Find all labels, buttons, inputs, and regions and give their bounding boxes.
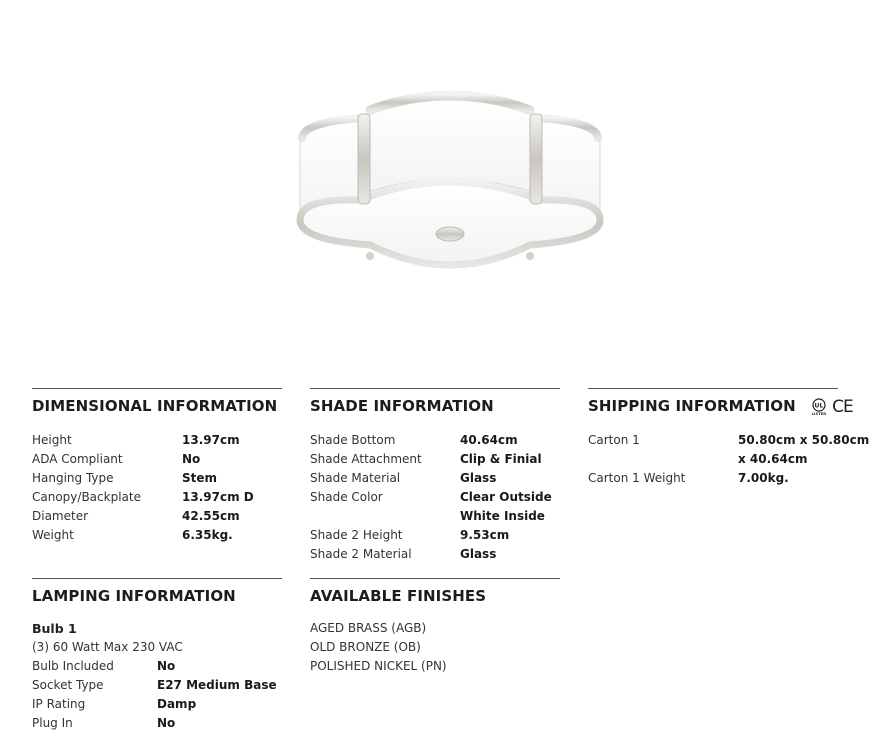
spec-row: Bulb Included No: [32, 659, 176, 673]
shipping-section: [588, 388, 870, 488]
section-divider: [32, 578, 282, 579]
section-divider: [310, 388, 560, 389]
spec-row: x 40.64cm: [738, 452, 808, 466]
finishes-section: [310, 578, 560, 676]
shade-heading: SHADE INFORMATION: [310, 397, 494, 415]
spec-row: Weight 6.35kg.: [32, 528, 233, 542]
spec-row: Canopy/Backplate 13.97cm D: [32, 490, 254, 504]
ce-mark-icon: CE: [832, 396, 853, 417]
ul-listed-icon: [809, 398, 829, 416]
spec-row: Socket Type E27 Medium Base: [32, 678, 277, 692]
spec-row: White Inside: [460, 509, 545, 523]
finish-item: OLD BRONZE (OB): [310, 640, 421, 654]
spec-row: Carton 1 50.80cm x 50.80cm: [588, 433, 870, 447]
spec-row: Shade Bottom 40.64cm: [310, 433, 518, 447]
svg-text:LISTED: LISTED: [811, 411, 827, 416]
finish-item: AGED BRASS (AGB): [310, 621, 427, 635]
spec-row: Shade 2 Height 9.53cm: [310, 528, 510, 542]
finish-item: POLISHED NICKEL (PN): [310, 659, 447, 673]
dimensional-heading: DIMENSIONAL INFORMATION: [32, 397, 278, 415]
spec-row: Shade Color Clear Outside: [310, 490, 552, 504]
section-divider: [32, 388, 282, 389]
svg-text:UL: UL: [814, 402, 824, 409]
spec-row: ADA Compliant No: [32, 452, 201, 466]
spec-row: Diameter 42.55cm: [32, 509, 240, 523]
certification-marks: [809, 397, 853, 417]
finishes-heading: AVAILABLE FINISHES: [310, 587, 487, 605]
spec-row: Carton 1 Weight 7.00kg.: [588, 471, 789, 485]
spec-row: Hanging Type Stem: [32, 471, 218, 485]
lamping-heading: LAMPING INFORMATION: [32, 587, 236, 605]
lamping-section: [32, 578, 282, 733]
section-divider: [310, 578, 560, 579]
spec-row: Shade 2 Material Glass: [310, 547, 497, 561]
spec-row: Shade Material Glass: [310, 471, 497, 485]
dimensional-section: [32, 388, 282, 545]
spec-row: IP Rating Damp: [32, 697, 197, 711]
shade-section: [310, 388, 560, 564]
spec-row: Plug In No: [32, 716, 176, 730]
bulb-description: (3) 60 Watt Max 230 VAC: [32, 640, 183, 654]
product-image: [280, 80, 620, 290]
spec-row: Shade Attachment Clip & Finial: [310, 452, 542, 466]
spec-row: Height 13.97cm: [32, 433, 240, 447]
bulb-title: Bulb 1: [32, 621, 77, 636]
shipping-heading: SHIPPING INFORMATION: [588, 397, 796, 415]
section-divider: [588, 388, 838, 389]
